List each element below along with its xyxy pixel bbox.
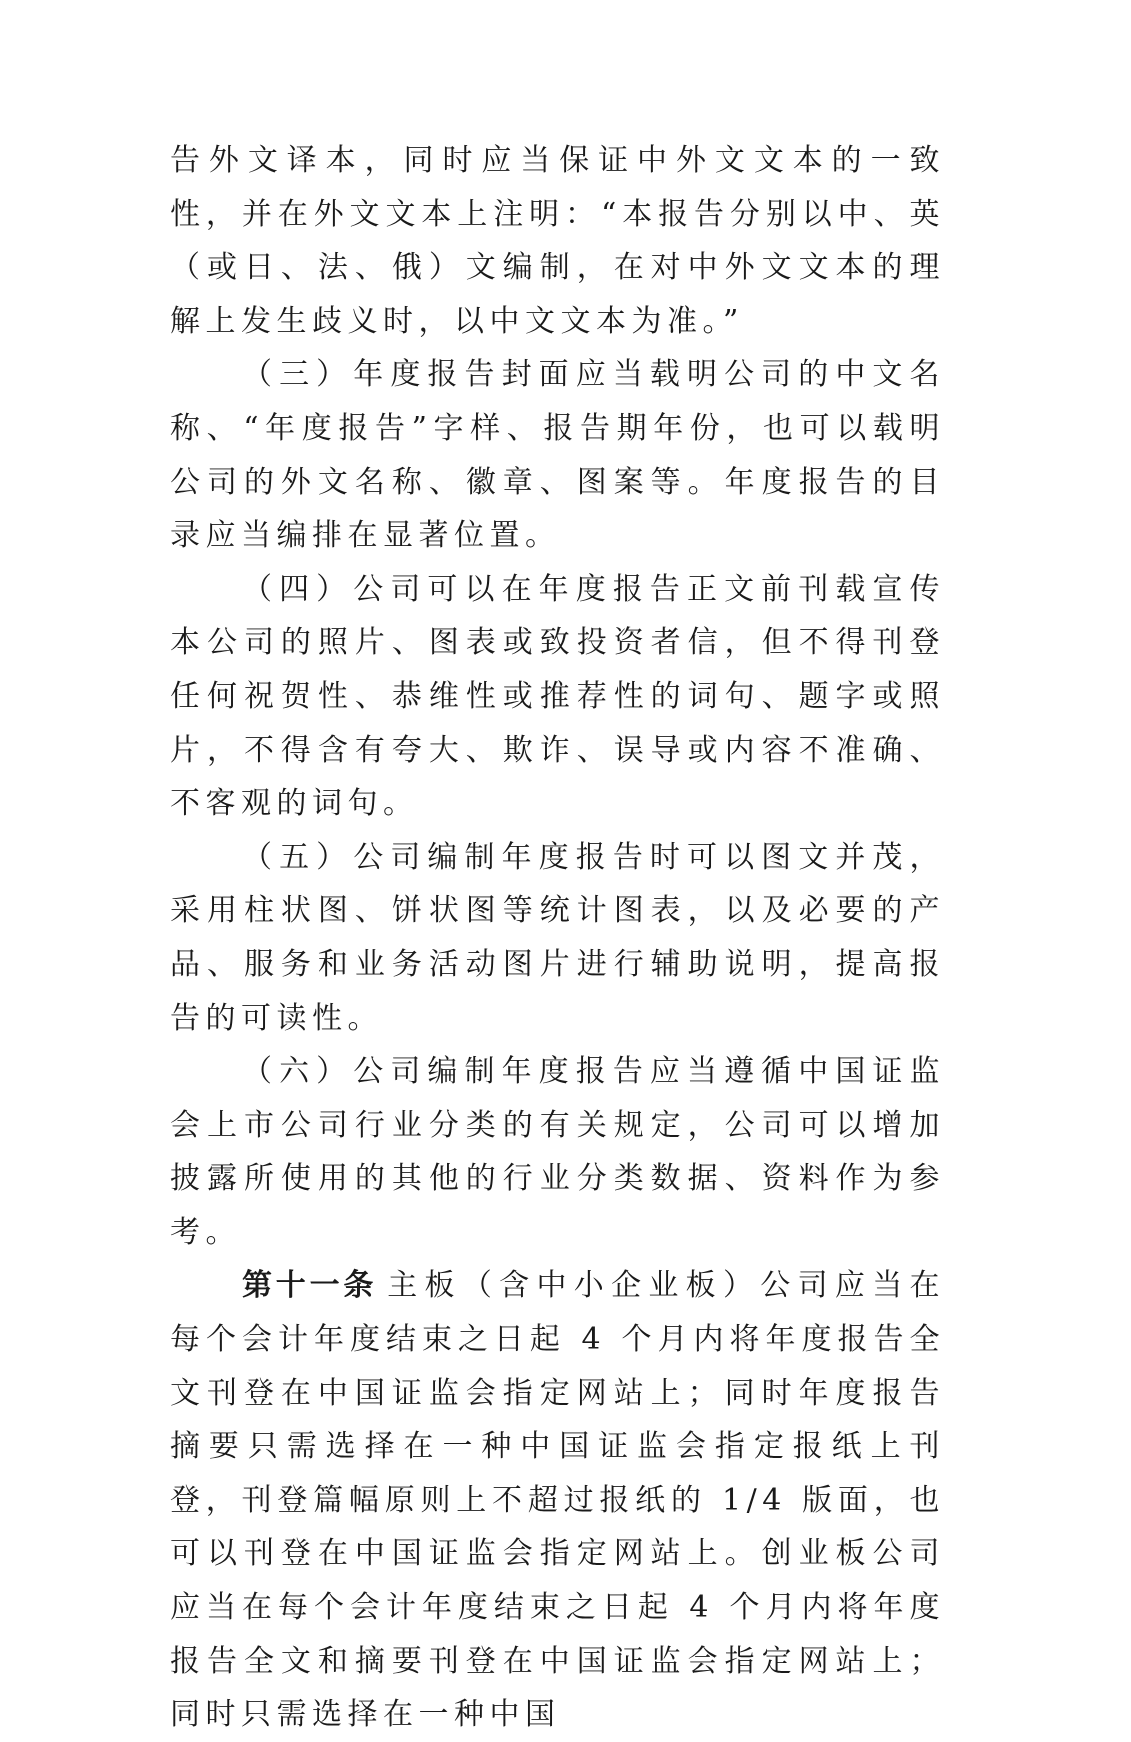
article-heading: 第十一条 xyxy=(242,1268,378,1304)
article-11 xyxy=(170,1259,945,1741)
paragraph-item-5: （五）公司编制年度报告时可以图文并茂，采用柱状图、饼状图等统计图表，以及必要的产品、服务和业务活动图片进行辅助说明，提高报告的可读性。 xyxy=(170,839,945,1036)
paragraph-item-3: （三）年度报告封面应当载明公司的中文名称、“年度报告”字样、报告期年份，也可以载明公司的外文名称、徽章、图案等。年度报告的目录应当编排在显著位置。 xyxy=(170,357,945,554)
document-body xyxy=(170,134,945,1742)
paragraph-item-6: （六）公司编制年度报告应当遵循中国证监会上市公司行业分类的有关规定，公司可以增加披露所使用的其他的行业分类数据、资料作为参考。 xyxy=(170,1054,945,1250)
paragraph-continuation: 告外文译本，同时应当保证中外文文本的一致性，并在外文文本上注明：“本报告分别以中、英（或日、法、俄）文编制，在对中外文文本的理解上发生歧义时，以中文文本为准。” xyxy=(170,143,945,339)
paragraph-item-4: （四）公司可以在年度报告正文前刊载宣传本公司的照片、图表或致投资者信，但不得刊登任何祝贺性、恭维性或推荐性的词句、题字或照片，不得含有夸大、欺诈、误导或内容不准确、不客观的词句。 xyxy=(170,571,945,822)
article-body: 主板（含中小企业板）公司应当在每个会计年度结束之日起 4 个月内将年度报告全文刊登在中国证监会指定网站上；同时年度报告摘要只需选择在一种中国证监会指定报纸上刊登，刊登篇幅原则上不超过报纸的 1/4 版面，也可以刊登在中国证监会指定网站上。创业板公司应当在每个会计年度结束之日起 4 个月内将年度报告全文和摘要刊登在中国证监会指定网站上；同时只需选择在一种中国 xyxy=(170,1268,946,1733)
